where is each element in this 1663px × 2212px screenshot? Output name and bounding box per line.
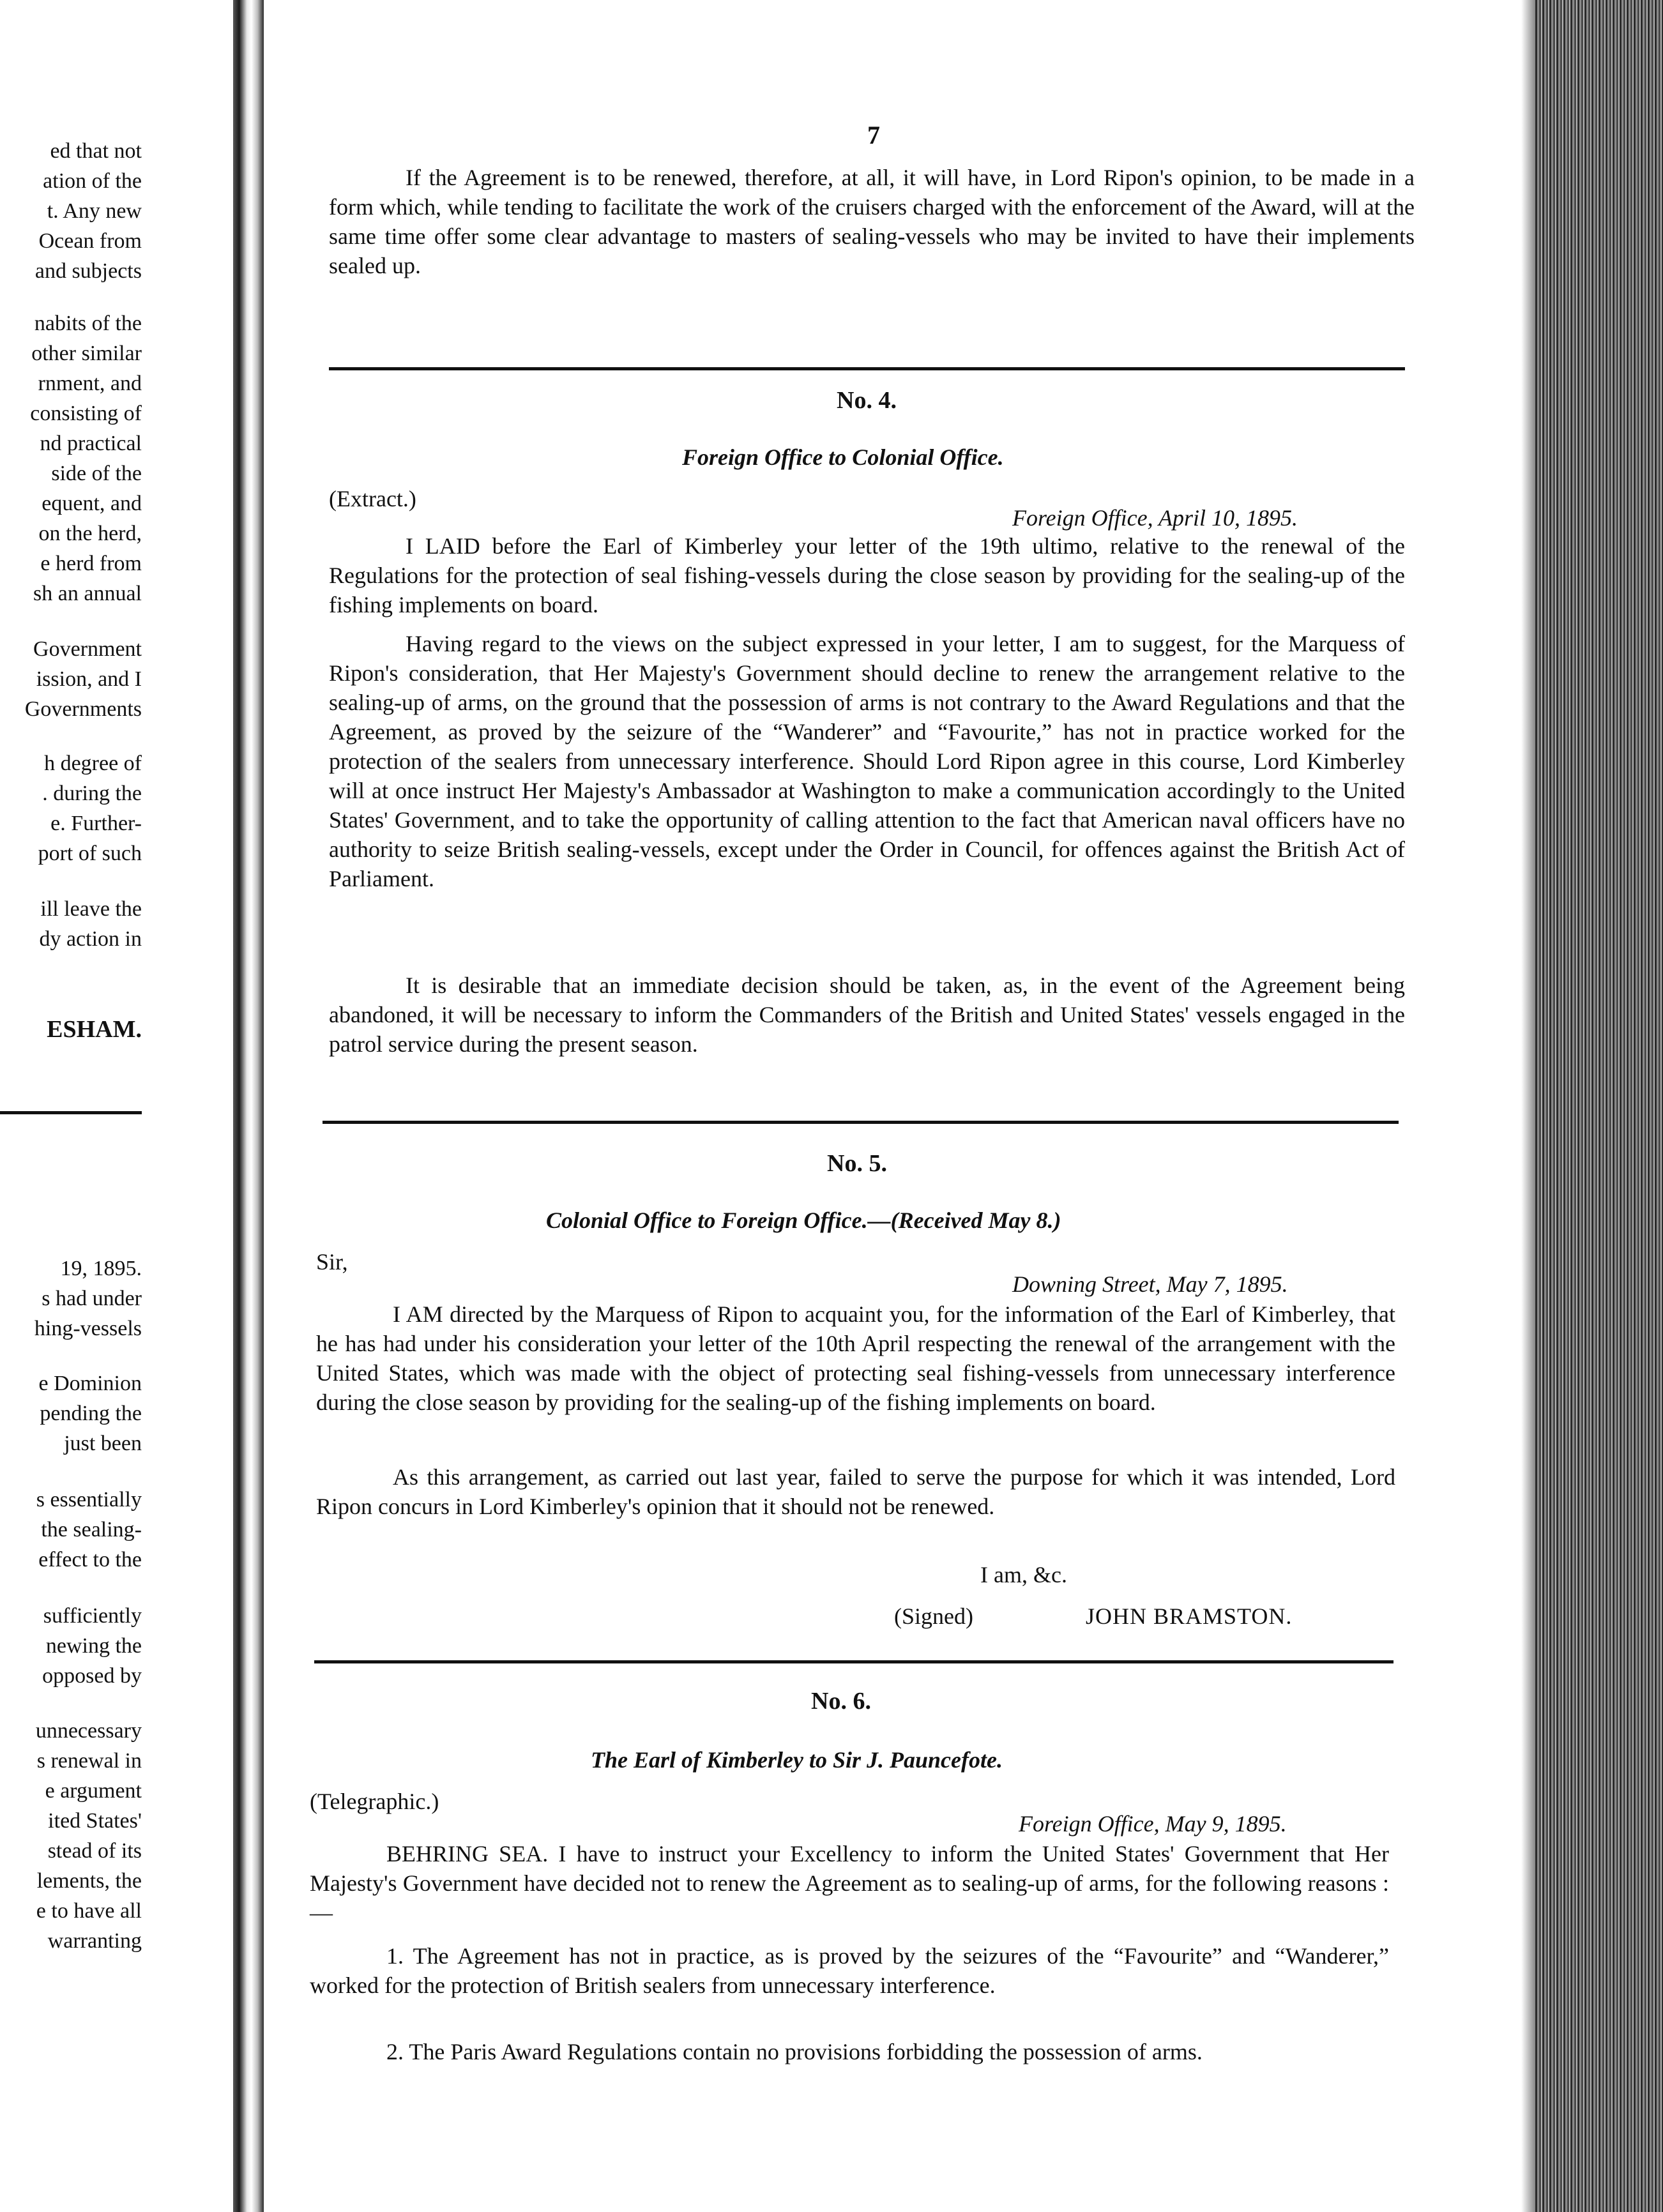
left-page-line: pending the (40, 1402, 142, 1425)
left-page-line: sh an annual (33, 582, 142, 605)
book-gutter (233, 0, 264, 2212)
left-page-line: e to have all (36, 1899, 142, 1923)
left-page-line: e herd from (40, 552, 142, 575)
left-page-line: nd practical (40, 432, 142, 455)
left-page-line: warranting (47, 1929, 142, 1953)
left-page-line: lements, the (36, 1869, 142, 1893)
left-page-line: s essentially (36, 1488, 142, 1511)
no4-paragraph-2: Having regard to the views on the subject expressed in your letter, I am to suggest, for the Marquess of Ripon's consideration, that Her Majesty's Government should decline to renew the arrangement relative to the sealing-up of arms, on the ground that the possession of arms is not contrary to the Award Regulations and that the Agreement, as proved by the seizure of the “Wanderer” and “Favourite,” has not in practice worked for the protection of the sealers from unnecessary interference. Should Lord Ripon agree in this course, Lord Kimberley will at once instruct Her Majesty's Ambassador at Washington to make a communication accordingly to the United States' Government, and to take the opportunity of calling attention to the fact that American naval officers have no authority to seize British sealing-vessels, except under the Order in Council, for offences against the British Act of Parliament. (329, 631, 1405, 891)
left-page-line: h degree of (44, 752, 142, 775)
left-page-line: stead of its (47, 1839, 142, 1863)
left-page-rule (0, 1111, 142, 1114)
signed-label-no5: (Signed) (894, 1603, 973, 1629)
section-number-no6: No. 6. (811, 1688, 871, 1715)
left-page-line: s had under (42, 1287, 142, 1310)
left-page-line: equent, and (42, 492, 142, 515)
note-no6: (Telegraphic.) (310, 1789, 439, 1814)
left-page-line: e. Further- (50, 812, 142, 835)
closing-no5: I am, &c. (980, 1562, 1067, 1587)
left-page-line: e argument (45, 1779, 142, 1803)
no5-paragraph-2: As this arrangement, as carried out last year, failed to serve the purpose for which it was intended, Lord Ripon concurs in Lord Kimberley's opinion that it should not be renewed. (316, 1464, 1395, 1519)
left-page-line: ited States' (48, 1809, 142, 1833)
section-rule (323, 1121, 1399, 1124)
no6-paragraph-3: 2. The Paris Award Regulations contain no provisions forbidding the possession of arms. (386, 2039, 1203, 2064)
left-page-fragment (0, 0, 233, 2212)
left-page-line: sufficiently (43, 1604, 142, 1628)
no5-paragraph-1: I AM directed by the Marquess of Ripon to acquaint you, for the information of the Earl of Kimberley, that he has had under his consideration your letter of the 10th April respecting the renewal of the arrangement with the United States, which was made with the object of protecting seal fishing-vessels from unnecessary interference during the close season by providing for the sealing-up of the fishing implements on board. (316, 1301, 1395, 1415)
left-page-line: Government (33, 637, 142, 661)
no6-paragraph-1: BEHRING SEA. I have to instruct your Excellency to inform the United States' Government that Her Majesty's Government have decided not to renew the Agreement as to sealing-up of arms, for the following reasons :— (310, 1841, 1389, 1925)
left-page-line: ill leave the (40, 897, 142, 921)
salutation-no5: Sir, (316, 1249, 348, 1275)
left-page-line: port of such (38, 842, 142, 865)
left-page-line: Ocean from (38, 229, 142, 253)
left-page-line: consisting of (30, 402, 142, 425)
left-page-line: . during the (42, 782, 142, 805)
left-page-line: the sealing- (41, 1518, 142, 1542)
section-title-no6: The Earl of Kimberley to Sir J. Pauncefote. (591, 1747, 1003, 1773)
left-page-line: ESHAM. (47, 1016, 142, 1043)
opening-paragraph: If the Agreement is to be renewed, therefore, at all, it will have, in Lord Ripon's opinion, to be made in a form which, while tending to facilitate the work of the cruisers charged with the enforcement of the Award, will at the same time offer some clear advantage to masters of sealing-vessels who may be invited to have their implements sealed up. (329, 165, 1415, 278)
left-page-line: Governments (24, 697, 142, 721)
page-number: 7 (867, 121, 880, 149)
dateline-no6: Foreign Office, May 9, 1895. (1019, 1811, 1287, 1837)
section-title-no4: Foreign Office to Colonial Office. (682, 444, 1004, 470)
left-page-line: opposed by (42, 1664, 142, 1688)
left-page-line: e Dominion (38, 1372, 142, 1395)
section-rule (329, 367, 1405, 370)
section-title-no5: Colonial Office to Foreign Office.—(Received May 8.) (546, 1208, 1061, 1233)
no4-paragraph-1: I LAID before the Earl of Kimberley your letter of the 19th ultimo, relative to the renewal of the Regulations for the protection of seal fishing-vessels during the close season by providing for the sealing-up of the fishing implements on board. (329, 533, 1405, 617)
left-page-line: just been (64, 1432, 142, 1455)
left-page-line: t. Any new (47, 199, 142, 223)
left-page-line: other similar (31, 342, 142, 365)
left-page-line: ission, and I (36, 667, 142, 691)
left-page-line: rnment, and (38, 372, 142, 395)
section-number-no4: No. 4. (837, 387, 897, 414)
left-page-line: dy action in (39, 927, 142, 951)
left-page-line: on the herd, (38, 522, 142, 545)
left-page-line: newing the (45, 1634, 142, 1658)
left-page-line: ation of the (43, 169, 142, 193)
signatory-no5: JOHN BRAMSTON. (1086, 1603, 1293, 1629)
left-page-line: side of the (51, 462, 142, 485)
no4-paragraph-3: It is desirable that an immediate decision should be taken, as, in the event of the Agreement being abandoned, it will be necessary to inform the Commanders of the British and United States' vessels engaged in the patrol service during the present season. (329, 973, 1405, 1057)
left-page-line: unnecessary (35, 1719, 142, 1743)
no6-paragraph-2: 1. The Agreement has not in practice, as is proved by the seizures of the “Favourite” and “Wanderer,” worked for the protection of British sealers from unnecessary interference. (310, 1943, 1389, 1998)
left-page-line: and subjects (34, 259, 142, 283)
note-no4: (Extract.) (329, 486, 416, 511)
left-page-line: nabits of the (34, 312, 142, 335)
section-rule (314, 1660, 1393, 1663)
left-page-line: ed that not (50, 139, 142, 163)
left-page-line: s renewal in (36, 1749, 142, 1773)
page-edges (1521, 0, 1663, 2212)
left-page-line: 19, 1895. (60, 1257, 142, 1280)
left-page-line: effect to the (38, 1548, 142, 1572)
section-number-no5: No. 5. (827, 1150, 887, 1177)
left-page-line: hing-vessels (34, 1317, 142, 1340)
dateline-no4: Foreign Office, April 10, 1895. (1012, 505, 1298, 531)
dateline-no5: Downing Street, May 7, 1895. (1012, 1271, 1288, 1297)
